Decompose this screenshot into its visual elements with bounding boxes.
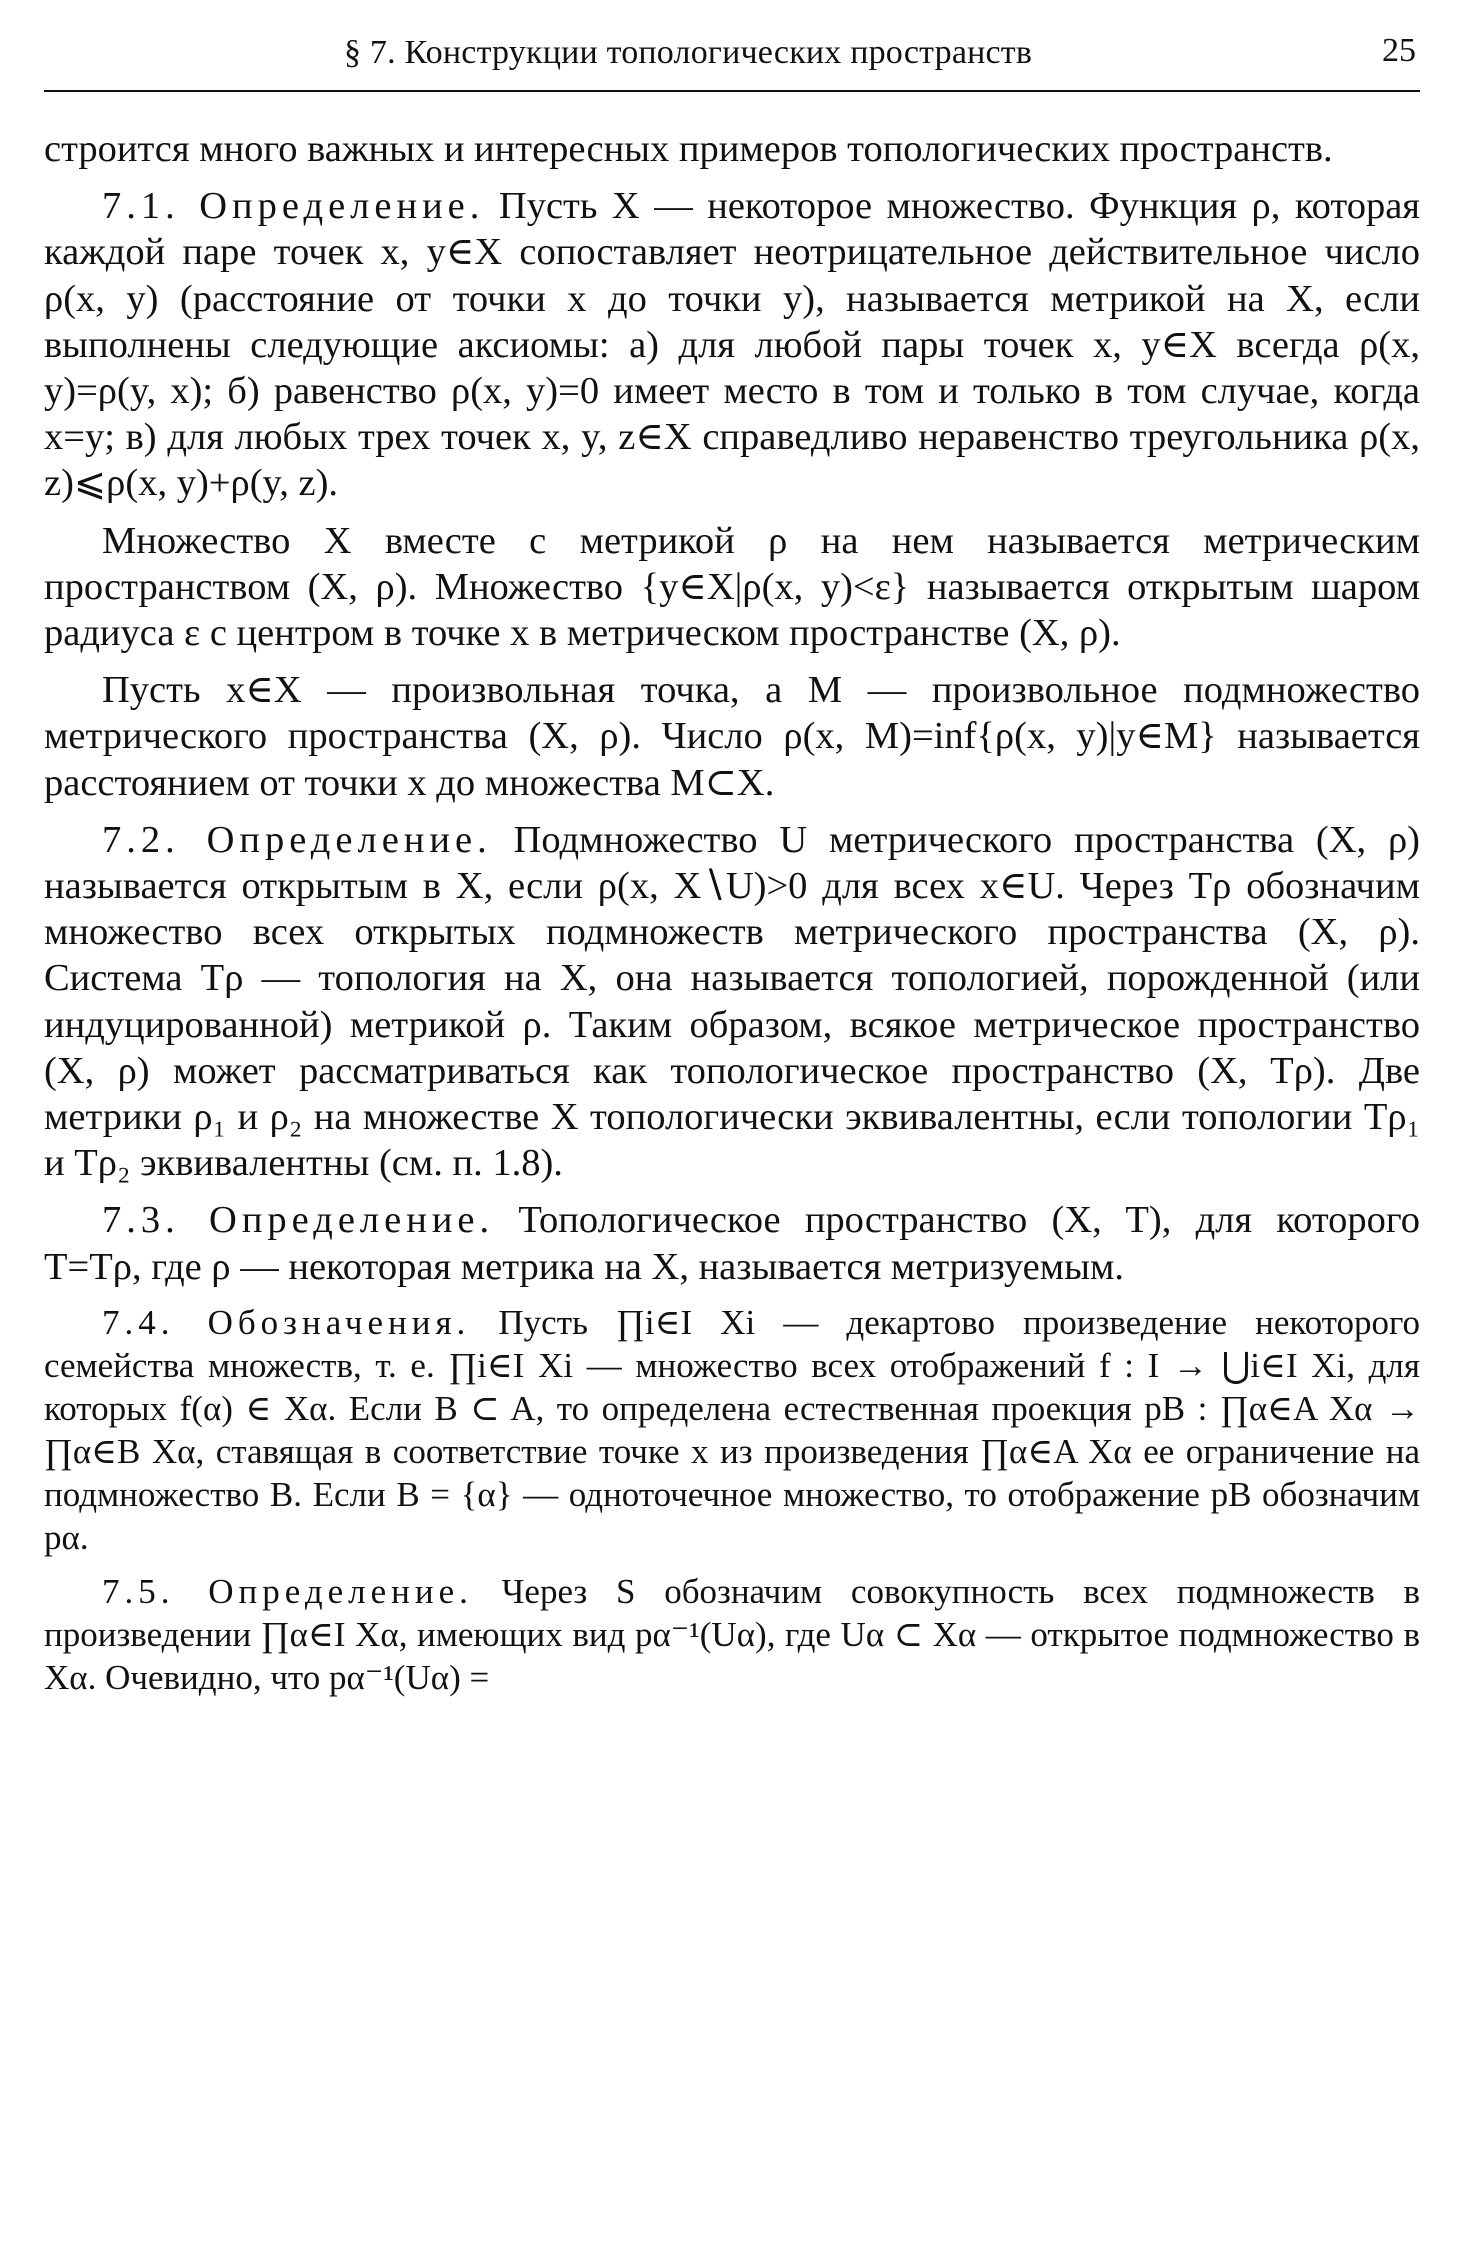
paragraph-text: Пусть ∏i∈I Xi — декартово произведение некоторого семейства множеств, т. е. ∏i∈I Xi — множество всех отображений f : I → ⋃i∈I Xi, для которых f(α) ∈ Xα. Если B ⊂ A, то определена естественная проекция pB : ∏α∈A Xα → ∏α∈B Xα, ставящая в соответствие точке x из произведения ∏α∈A Xα ее ограничение на подмножество B. Если B = {α} — одноточечное множество, то отображение pB обозначим pα. (44, 1302, 1420, 1557)
paragraph-text: строится много важных и интересных примеров топологических пространств. (44, 128, 1333, 170)
paragraph-text: Множество X вместе с метрикой ρ на нем называется метрическим пространством (X, ρ). Множество {y∈X|ρ(x, y)<ε} называется открытым шаром радиуса ε с центром в точке x в метрическом пространстве (X, ρ). (44, 519, 1420, 655)
page-header (44, 28, 1420, 92)
paragraph-metric-space (44, 518, 1420, 657)
section-heading: 7.3. Определение. (102, 1199, 495, 1242)
book-page (44, 28, 1420, 1710)
paragraph-text: Через S обозначим совокупность всех подмножеств в произведении ∏α∈I Xα, имеющих вид pα⁻¹(Uα), где Uα ⊂ Xα — открытое подмножество в Xα. Очевидно, что pα⁻¹(Uα) = (44, 1571, 1420, 1697)
section-heading: 7.1. Определение. (102, 185, 485, 228)
paragraph-text: Пусть X — некоторое множество. Функция ρ, которая каждой паре точек x, y∈X сопоставляет неотрицательное действительное число ρ(x, y) (расстояние от точки x до точки y), называется метрикой на X, если выполнены следующие аксиомы: а) для любой пары точек x, y∈X всегда ρ(x, y)=ρ(y, x); б) равенство ρ(x, y)=0 имеет место в том и только в том случае, когда x=y; в) для любых трех точек x, y, z∈X справедливо неравенство треугольника ρ(x, z)⩽ρ(x, y)+ρ(y, z). (44, 185, 1420, 505)
section-heading: 7.4. Обозначения. (102, 1302, 471, 1342)
definition-7-3 (44, 1197, 1420, 1289)
definition-7-1 (44, 183, 1420, 506)
section-heading: 7.5. Определение. (102, 1571, 473, 1611)
section-heading: 7.2. Определение. (102, 818, 492, 861)
paragraph-text: Пусть x∈X — произвольная точка, а M — произвольное подмножество метрического пространства (X, ρ). Число ρ(x, M)=inf{ρ(x, y)|y∈M} называется расстоянием от точки x до множества M⊂X. (44, 669, 1420, 804)
paragraph-distance-to-set (44, 667, 1420, 806)
page-number: 25 (1382, 32, 1416, 69)
paragraph-continuation (44, 126, 1420, 172)
definition-7-5 (44, 1570, 1420, 1699)
notation-7-4 (44, 1301, 1420, 1559)
definition-7-2 (44, 817, 1420, 1187)
running-title: § 7. Конструкции топологических пространств (344, 34, 1033, 71)
paragraph-text: Подмножество U метрического пространства (X, ρ) называется открытым в X, если ρ(x, X∖U)>0 для всех x∈U. Через Tρ обозначим множество всех открытых подмножеств метрического пространства (X, ρ). Система Tρ — топология на X, она называется топологией, порожденной (или индуцированной) метрикой ρ. Таким образом, всякое метрическое пространство (X, ρ) может рассматриваться как топологическое пространство (X, Tρ). Две метрики ρ₁ и ρ₂ на множестве X топологически эквивалентны, если топологии Tρ₁ и Tρ₂ эквивалентны (см. п. 1.8). (44, 818, 1420, 1185)
paragraph-text: Топологическое пространство (X, T), для которого T=Tρ, где ρ — некоторая метрика на X, называется метризуемым. (44, 1199, 1421, 1288)
